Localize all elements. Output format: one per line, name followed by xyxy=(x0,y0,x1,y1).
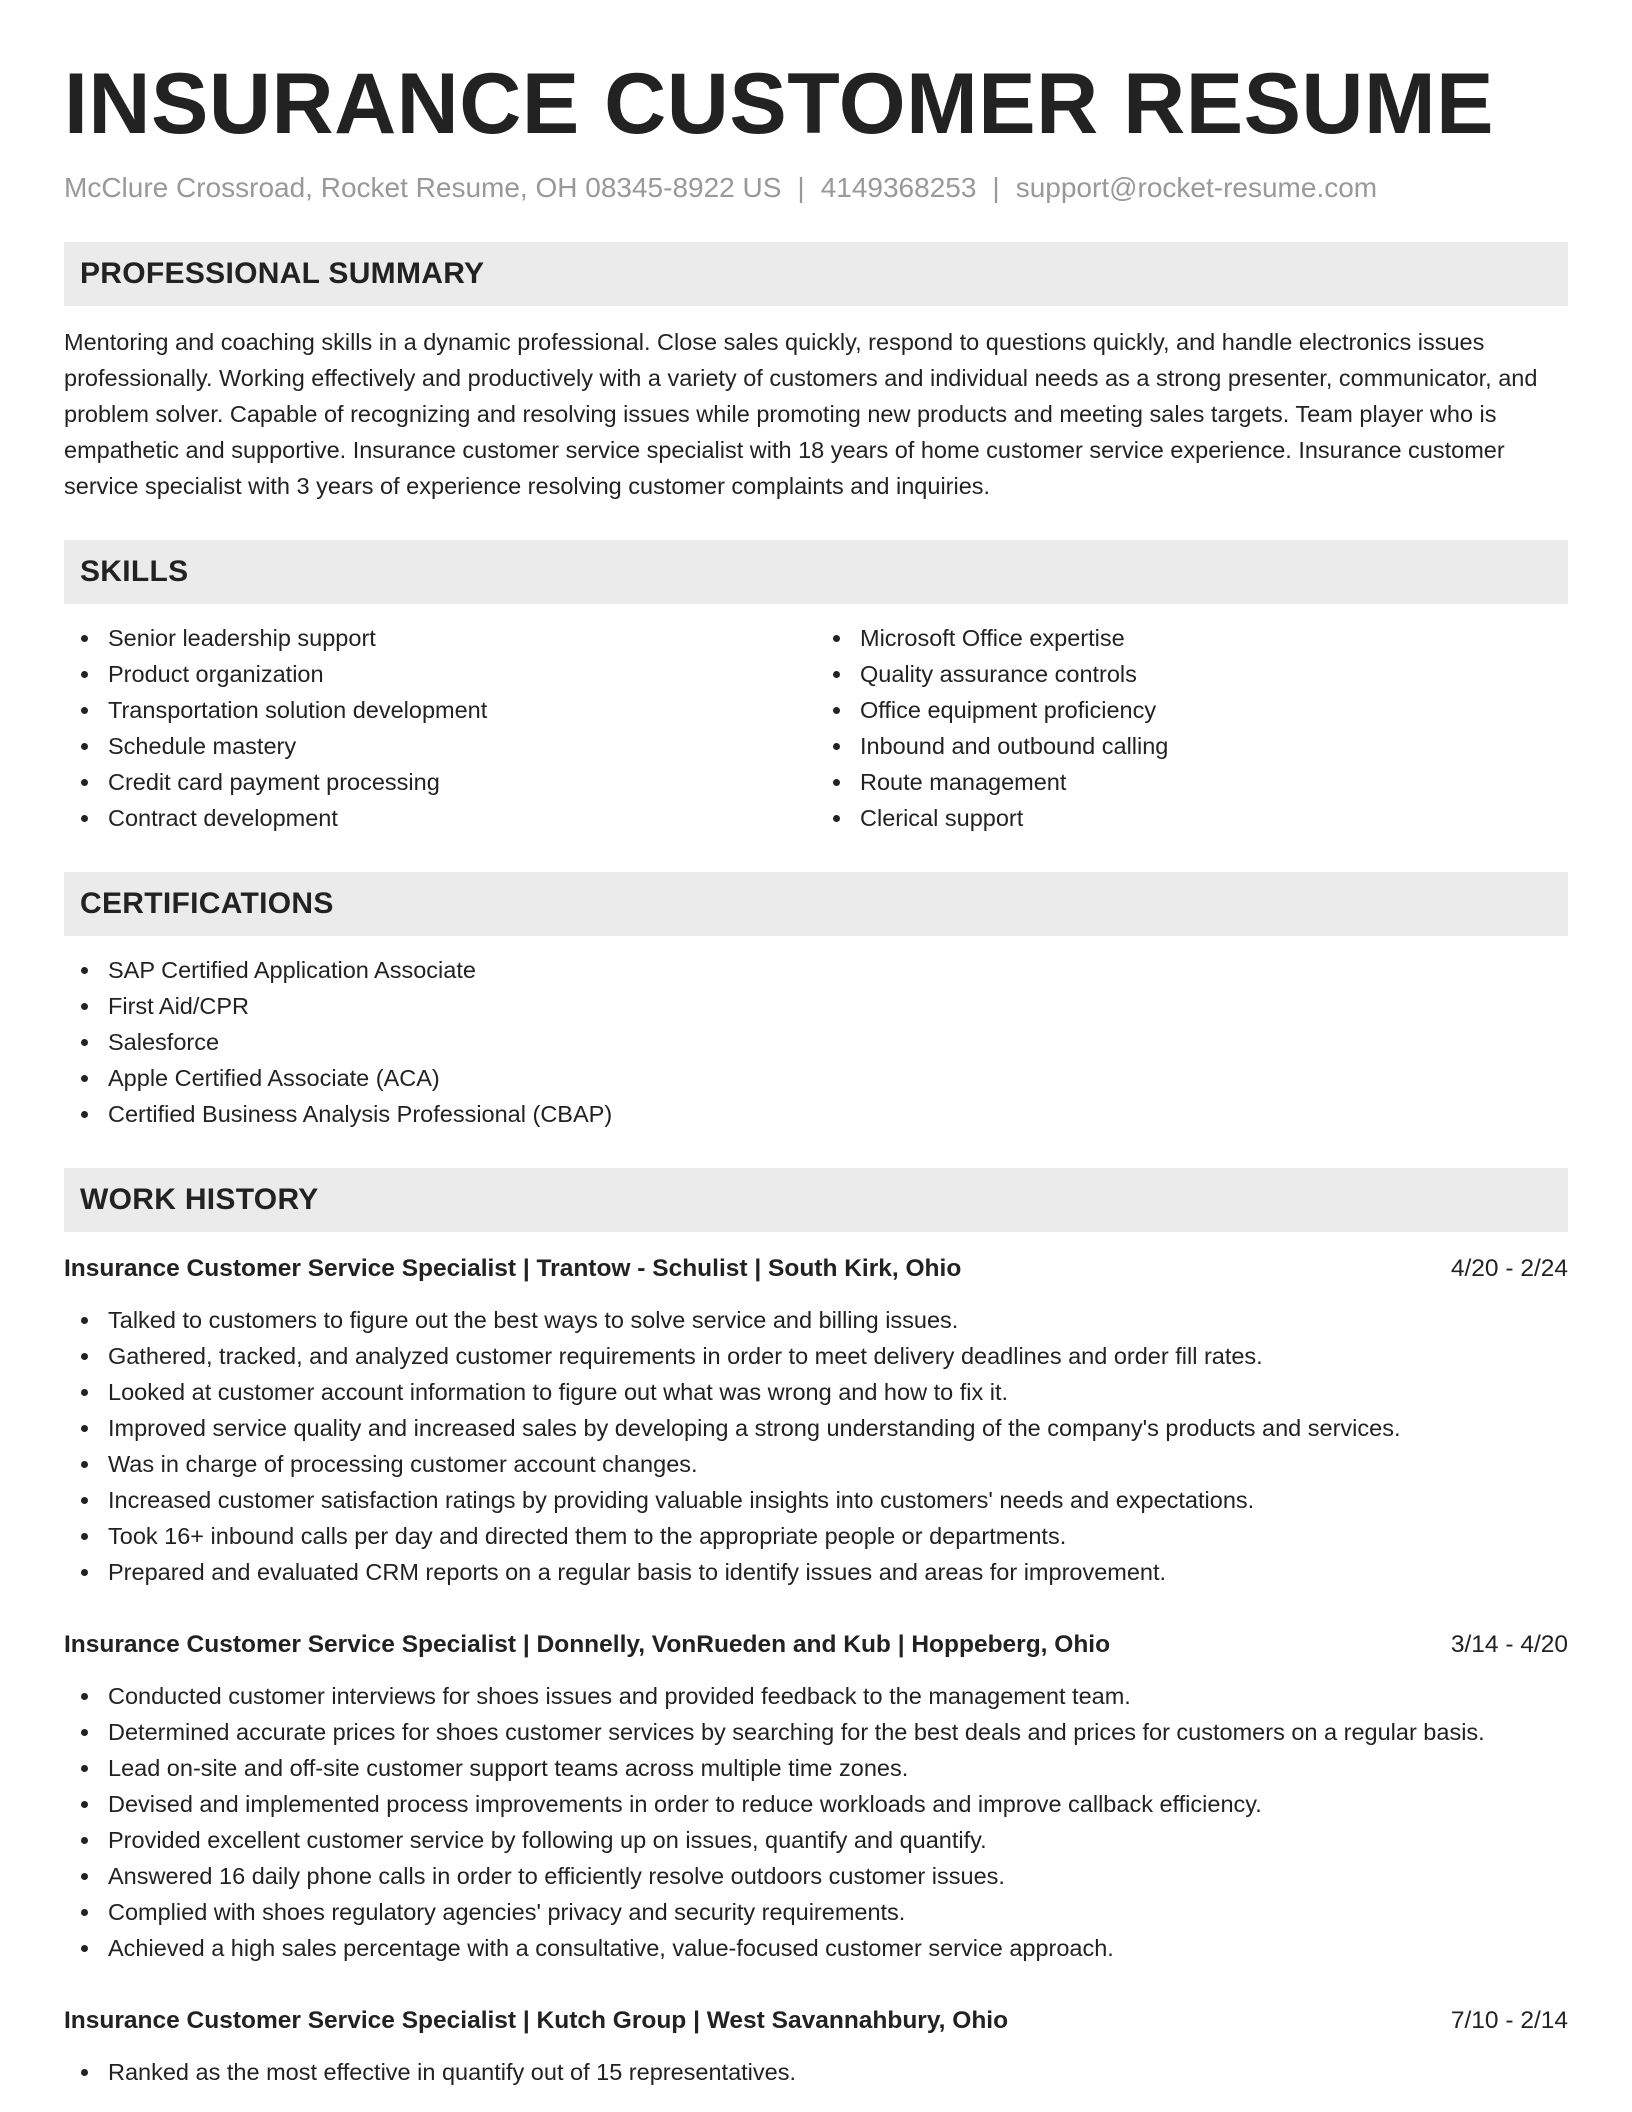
section-title: CERTIFICATIONS xyxy=(80,887,334,920)
job-bullet: Complied with shoes regulatory agencies' privacy and security requirements. xyxy=(108,1894,1568,1930)
job-bullet: Conducted customer interviews for shoes issues and provided feedback to the management team. xyxy=(108,1678,1568,1714)
job-bullets xyxy=(64,1678,1568,1966)
section-header-skills xyxy=(64,540,1568,604)
job-bullet: Was in charge of processing customer account changes. xyxy=(108,1446,1568,1482)
skill-item: Credit card payment processing xyxy=(108,764,816,800)
job-bullets xyxy=(64,2054,1568,2090)
contact-phone: 4149368253 xyxy=(820,172,977,203)
job-header xyxy=(64,1628,1568,1662)
job-title: Insurance Customer Service Specialist | Trantow - Schulist | South Kirk, Ohio xyxy=(64,1255,962,1282)
job-bullet: Determined accurate prices for shoes customer services by searching for the best deals and prices for customers on a regular basis. xyxy=(108,1714,1568,1750)
skill-item: Quality assurance controls xyxy=(860,656,1568,692)
skills-list-left xyxy=(64,620,816,836)
job-bullet: Looked at customer account information to figure out what was wrong and how to fix it. xyxy=(108,1374,1568,1410)
contact-line xyxy=(64,170,1568,206)
skill-item: Clerical support xyxy=(860,800,1568,836)
certification-item: First Aid/CPR xyxy=(108,988,1568,1024)
job-entry xyxy=(64,1252,1568,1590)
job-title: Insurance Customer Service Specialist | Donnelly, VonRueden and Kub | Hoppeberg, Ohio xyxy=(64,1631,1111,1658)
job-header xyxy=(64,1252,1568,1286)
contact-separator: | xyxy=(797,172,805,203)
skill-item: Route management xyxy=(860,764,1568,800)
work-history xyxy=(64,1252,1568,2090)
section-header-summary xyxy=(64,242,1568,306)
job-bullets xyxy=(64,1302,1568,1590)
job-bullet: Ranked as the most effective in quantify out of 15 representatives. xyxy=(108,2054,1568,2090)
job-dates: 3/14 - 4/20 xyxy=(1450,1631,1568,1658)
skill-item: Product organization xyxy=(108,656,816,692)
section-header-work-history xyxy=(64,1168,1568,1232)
resume-title: INSURANCE CUSTOMER RESUME xyxy=(64,56,1495,152)
skill-item: Senior leadership support xyxy=(108,620,816,656)
certification-item: Certified Business Analysis Professional (CBAP) xyxy=(108,1096,1568,1132)
section-title: PROFESSIONAL SUMMARY xyxy=(80,257,485,290)
skills-columns xyxy=(64,604,1568,836)
contact-address: McClure Crossroad, Rocket Resume, OH 08345-8922 US xyxy=(64,172,782,203)
certification-item: SAP Certified Application Associate xyxy=(108,952,1568,988)
job-bullet: Gathered, tracked, and analyzed customer requirements in order to meet delivery deadlines and order fill rates. xyxy=(108,1338,1568,1374)
certifications-list xyxy=(64,952,1568,1132)
job-bullet: Answered 16 daily phone calls in order to efficiently resolve outdoors customer issues. xyxy=(108,1858,1568,1894)
skill-item: Microsoft Office expertise xyxy=(860,620,1568,656)
job-bullet: Provided excellent customer service by following up on issues, quantify and quantify. xyxy=(108,1822,1568,1858)
job-header xyxy=(64,2004,1568,2038)
job-dates: 7/10 - 2/14 xyxy=(1450,2007,1568,2034)
job-bullet: Devised and implemented process improvements in order to reduce workloads and improve callback efficiency. xyxy=(108,1786,1568,1822)
summary-text: Mentoring and coaching skills in a dynamic professional. Close sales quickly, respond to questions quickly, and handle electronics issues professionally. Working effectively and productively with a variety of customers and individual needs as a strong presenter, communicator, and problem solver. Capable of recognizing and resolving issues while promoting new products and meeting sales targets. Team player who is empathetic and supportive. Insurance customer service specialist with 18 years of home customer service experience. Insurance customer service specialist with 3 years of experience resolving customer complaints and inquiries. xyxy=(64,329,1538,499)
job-bullet: Talked to customers to figure out the best ways to solve service and billing issues. xyxy=(108,1302,1568,1338)
skill-item: Schedule mastery xyxy=(108,728,816,764)
job-bullet: Prepared and evaluated CRM reports on a regular basis to identify issues and areas for improvement. xyxy=(108,1554,1568,1590)
job-bullet: Took 16+ inbound calls per day and directed them to the appropriate people or departments. xyxy=(108,1518,1568,1554)
certification-item: Apple Certified Associate (ACA) xyxy=(108,1060,1568,1096)
certification-item: Salesforce xyxy=(108,1024,1568,1060)
contact-email: support@rocket-resume.com xyxy=(1015,172,1378,203)
job-bullet: Achieved a high sales percentage with a consultative, value-focused customer service approach. xyxy=(108,1930,1568,1966)
job-bullet: Improved service quality and increased sales by developing a strong understanding of the company's products and services. xyxy=(108,1410,1568,1446)
section-title: WORK HISTORY xyxy=(80,1183,319,1216)
skill-item: Contract development xyxy=(108,800,816,836)
job-dates: 4/20 - 2/24 xyxy=(1450,1255,1568,1282)
skill-item: Inbound and outbound calling xyxy=(860,728,1568,764)
job-title: Insurance Customer Service Specialist | Kutch Group | West Savannahbury, Ohio xyxy=(64,2007,1009,2034)
skills-list-right xyxy=(816,620,1568,836)
skill-item: Office equipment proficiency xyxy=(860,692,1568,728)
job-entry xyxy=(64,2004,1568,2090)
section-title: SKILLS xyxy=(80,555,189,588)
job-entry xyxy=(64,1628,1568,1966)
section-header-certifications xyxy=(64,872,1568,936)
contact-separator: | xyxy=(992,172,1000,203)
job-bullet: Lead on-site and off-site customer support teams across multiple time zones. xyxy=(108,1750,1568,1786)
skill-item: Transportation solution development xyxy=(108,692,816,728)
job-bullet: Increased customer satisfaction ratings by providing valuable insights into customers' needs and expectations. xyxy=(108,1482,1568,1518)
